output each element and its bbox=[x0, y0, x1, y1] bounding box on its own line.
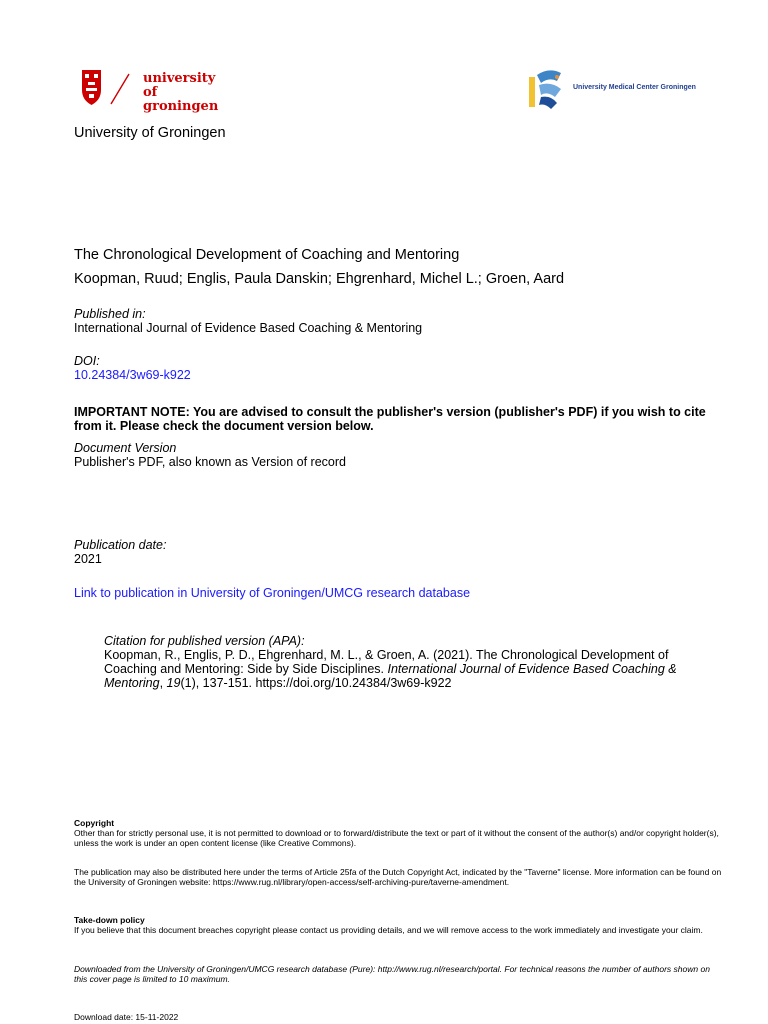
doi-link[interactable]: 10.24384/3w69-k922 bbox=[74, 368, 191, 382]
takedown-heading: Take-down policy bbox=[74, 915, 145, 925]
takedown-text: If you believe that this document breaches copyright please contact us providing details, and we will remove access to the work immediately and investigate your claim. bbox=[74, 925, 703, 935]
document-version-block bbox=[74, 441, 346, 469]
citation-separator: , bbox=[159, 676, 167, 690]
important-note: IMPORTANT NOTE: You are advised to consult the publisher's version (publisher's PDF) if you wish to cite from it. Please check the document version below. bbox=[74, 405, 706, 433]
rug-logo bbox=[79, 68, 229, 114]
document-version-value: Publisher's PDF, also known as Version of record bbox=[74, 455, 346, 469]
download-date: Download date: 15-11-2022 bbox=[74, 1012, 179, 1022]
copyright-block bbox=[74, 818, 724, 848]
doi-block bbox=[74, 354, 191, 382]
citation-block bbox=[104, 634, 714, 690]
paper-authors: Koopman, Ruud; Englis, Paula Danskin; Ehgrenhard, Michel L.; Groen, Aard bbox=[74, 271, 565, 287]
rug-wordmark: university of groningen bbox=[143, 71, 219, 114]
copyright-text: Other than for strictly personal use, it is not permitted to download or to forward/distribute the text or part of it without the consent of the author(s) and/or copyright holder(s), unless the work is under an open content license (like Creative Commons). bbox=[74, 828, 719, 848]
umcg-logo bbox=[527, 67, 707, 111]
publication-date-label: Publication date: bbox=[74, 538, 167, 552]
copyright-heading: Copyright bbox=[74, 818, 115, 828]
citation-journal: International Journal of Evidence Based Coaching & Mentoring bbox=[104, 662, 677, 690]
paper-title: The Chronological Development of Coaching and Mentoring bbox=[74, 247, 460, 263]
published-in-value: International Journal of Evidence Based Coaching & Mentoring bbox=[74, 321, 423, 335]
published-in-block bbox=[74, 307, 422, 335]
takedown-block bbox=[74, 915, 724, 935]
umcg-emblem-icon bbox=[527, 67, 569, 111]
citation-pages-doi: (1), 137-151. https://doi.org/10.24384/3w69-k922 bbox=[180, 676, 452, 690]
umcg-label: University Medical Center Groningen bbox=[573, 84, 696, 91]
citation-volume: 19 bbox=[166, 676, 181, 690]
rug-crest-icon bbox=[79, 68, 131, 108]
taverne-text: The publication may also be distributed here under the terms of Article 25fa of the Dutch Copyright Act, indicated by the "Taverne" license. More information can be found on the University of Groningen website: https://www.rug.nl/library/open-access/self-archiving-pure/taverne-amendment. bbox=[74, 867, 722, 887]
institution-heading: University of Groningen bbox=[74, 125, 226, 141]
document-version-label: Document Version bbox=[74, 441, 177, 455]
citation-label: Citation for published version (APA): bbox=[104, 634, 305, 648]
doi-label: DOI: bbox=[74, 354, 100, 368]
publication-date-value: 2021 bbox=[74, 552, 102, 566]
research-database-link[interactable]: Link to publication in University of Groningen/UMCG research database bbox=[74, 586, 471, 600]
published-in-label: Published in: bbox=[74, 307, 146, 321]
citation-text bbox=[104, 648, 714, 690]
publication-date-block bbox=[74, 538, 166, 566]
citation-authors-title: Koopman, R., Englis, P. D., Ehgrenhard, M. L., & Groen, A. (2021). The Chronological Development of Coaching and Mentoring: Side by Side Disciplines. bbox=[104, 648, 669, 676]
downloaded-from-text: Downloaded from the University of Groningen/UMCG research database (Pure): http://www.rug.nl/research/portal. For technical reasons the number of authors shown on this cover page is limited to 10 maximum. bbox=[74, 964, 710, 984]
